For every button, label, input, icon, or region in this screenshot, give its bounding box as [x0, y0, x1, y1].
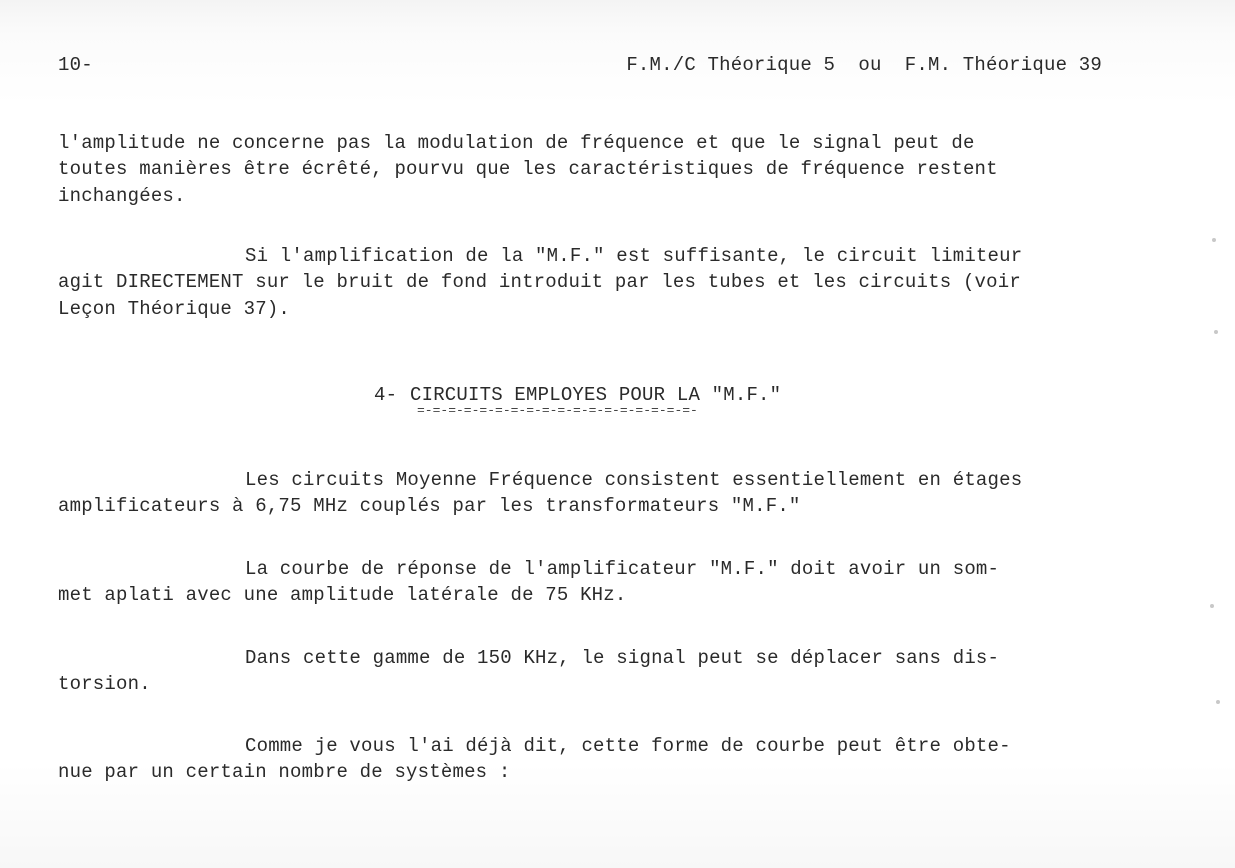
section-heading: CIRCUITS EMPLOYES POUR LA "M.F.": [410, 384, 782, 406]
page-number: 10-: [58, 54, 93, 76]
paragraph-1-line-1: l'amplitude ne concerne pas la modulation de fréquence et que le signal peut de: [58, 132, 975, 154]
paragraph-6-line-1: Comme je vous l'ai déjà dit, cette forme de courbe peut être obte-: [245, 735, 1011, 757]
scan-speck: [1216, 700, 1220, 704]
paragraph-4-line-1: La courbe de réponse de l'amplificateur "M.F." doit avoir un som-: [245, 558, 1000, 580]
paragraph-1-line-2: toutes manières être écrêté, pourvu que les caractéristiques de fréquence restent: [58, 158, 998, 180]
paragraph-2-line-1: Si l'amplification de la "M.F." est suffisante, le circuit limiteur: [245, 245, 1023, 267]
paragraph-3-line-2: amplificateurs à 6,75 MHz couplés par les transformateurs "M.F.": [58, 495, 801, 517]
paragraph-2-line-2: agit DIRECTEMENT sur le bruit de fond introduit par les tubes et les circuits (voir: [58, 271, 1021, 293]
paragraph-3-line-1: Les circuits Moyenne Fréquence consistent essentiellement en étages: [245, 469, 1023, 491]
paragraph-5-line-2: torsion.: [58, 673, 151, 695]
course-reference: F.M./C Théorique 5 ou F.M. Théorique 39: [626, 54, 1102, 76]
paragraph-6-line-2: nue par un certain nombre de systèmes :: [58, 761, 511, 783]
paragraph-5-line-1: Dans cette gamme de 150 KHz, le signal peut se déplacer sans dis-: [245, 647, 1000, 669]
section-heading-underline: =-=-=-=-=-=-=-=-=-=-=-=-=-=-=-=-=-=-: [417, 403, 698, 418]
scan-speck: [1210, 604, 1214, 608]
paragraph-4-line-2: met aplati avec une amplitude latérale de 75 KHz.: [58, 584, 627, 606]
paragraph-1-line-3: inchangées.: [58, 185, 186, 207]
scan-speck: [1212, 238, 1216, 242]
paragraph-2-line-3: Leçon Théorique 37).: [58, 298, 291, 320]
scan-speck: [1214, 330, 1218, 334]
section-number: 4-: [374, 384, 398, 406]
